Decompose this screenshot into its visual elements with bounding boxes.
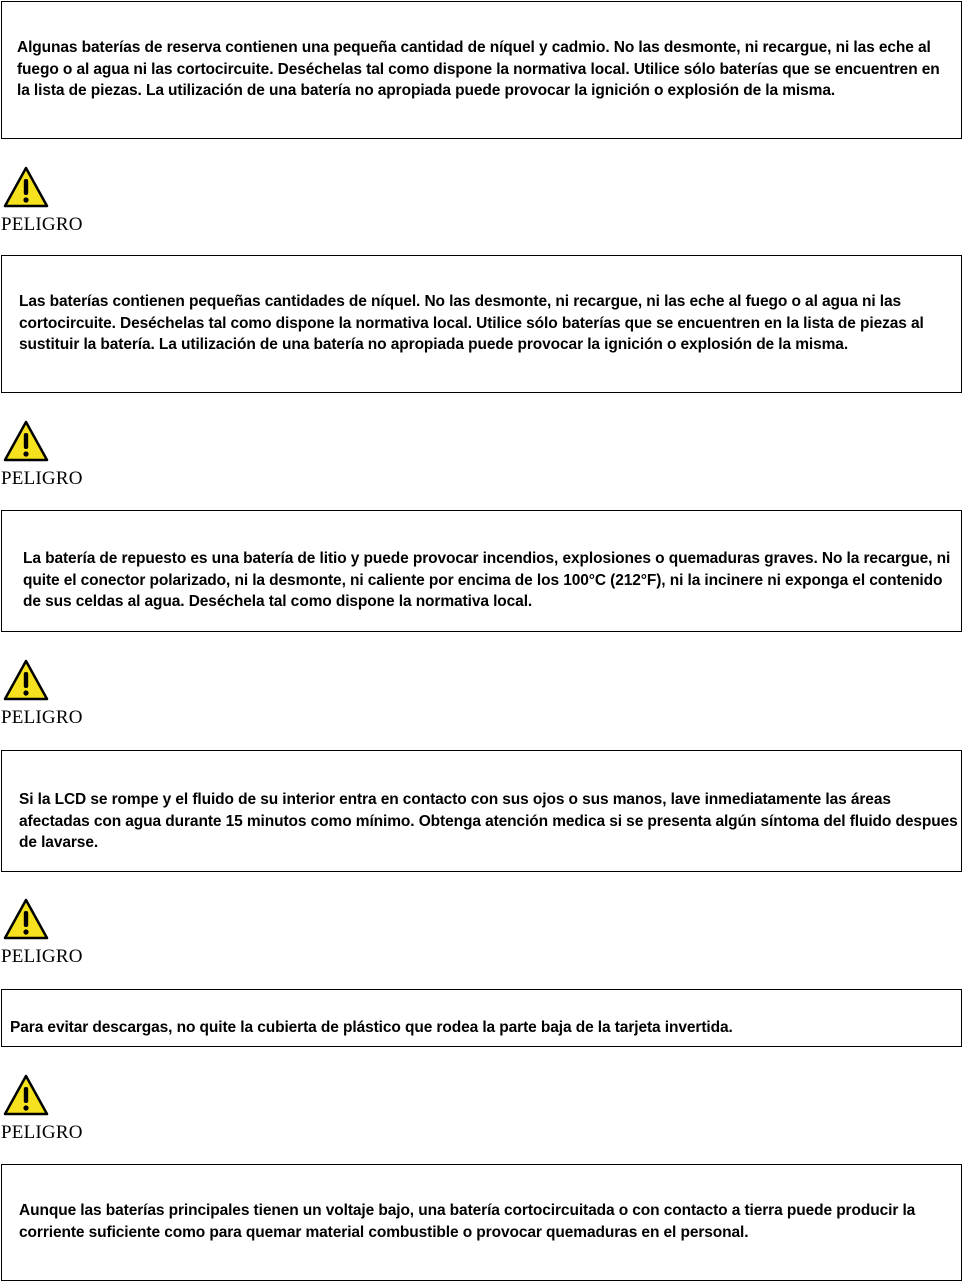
warning-box	[1, 1164, 962, 1281]
warning-box	[1, 750, 962, 872]
warning-box	[1, 255, 962, 393]
danger-heading	[1, 659, 121, 729]
danger-heading	[1, 1074, 121, 1144]
danger-label: PELIGRO	[1, 214, 83, 235]
warning-triangle-icon	[3, 1074, 49, 1116]
warning-triangle-icon	[3, 898, 49, 940]
danger-heading	[1, 420, 121, 490]
danger-label: PELIGRO	[1, 468, 83, 489]
warning-text: Para evitar descargas, no quite la cubierta de plástico que rodea la parte baja de la tarjeta invertida.	[10, 1019, 733, 1036]
warning-box	[1, 1, 962, 139]
warning-triangle-icon	[3, 659, 49, 701]
warning-text: Las baterías contienen pequeñas cantidades de níquel. No las desmonte, ni recargue, ni las eche al fuego o al agua ni las cortocircuite. Deséchelas tal como dispone la normativa local. Utilice sólo baterías que se encuentren en la lista de piezas al sustituir la batería. La utilización de una batería no apropiada puede provocar la ignición o explosión de la misma.	[19, 293, 924, 353]
danger-label: PELIGRO	[1, 707, 83, 728]
danger-heading	[1, 898, 121, 968]
warning-box	[1, 989, 962, 1047]
warning-text: Aunque las baterías principales tienen un voltaje bajo, una batería cortocircuitada o con contacto a tierra puede producir la corriente suficiente como para quemar material combustible o provocar quemaduras en el personal.	[19, 1202, 916, 1241]
danger-label: PELIGRO	[1, 946, 83, 967]
warning-text: Si la LCD se rompe y el fluido de su interior entra en contacto con sus ojos o sus manos, lave inmediatamente las áreas afectadas con agua durante 15 minutos como mínimo. Obtenga atención medica si se presenta algún síntoma del fluido despues de lavarse.	[19, 791, 958, 851]
warning-text: La batería de repuesto es una batería de litio y puede provocar incendios, explosiones o quemaduras graves. No la recargue, ni quite el conector polarizado, ni la desmonte, ni caliente por encima de los 100°C (212°F), ni la incinere ni exponga el contenido de sus celdas al agua. Deséchela tal como dispone la normativa local.	[23, 550, 951, 610]
danger-label: PELIGRO	[1, 1122, 83, 1143]
warning-box	[1, 510, 962, 632]
danger-heading	[1, 166, 121, 236]
warning-triangle-icon	[3, 420, 49, 462]
warning-text: Algunas baterías de reserva contienen una pequeña cantidad de níquel y cadmio. No las desmonte, ni recargue, ni las eche al fuego o al agua ni las cortocircuite. Deséchelas tal como dispone la normativa local. Utilice sólo baterías que se encuentren en la lista de piezas. La utilización de una batería no apropiada puede provocar la ignición o explosión de la misma.	[17, 39, 940, 99]
warning-triangle-icon	[3, 166, 49, 208]
